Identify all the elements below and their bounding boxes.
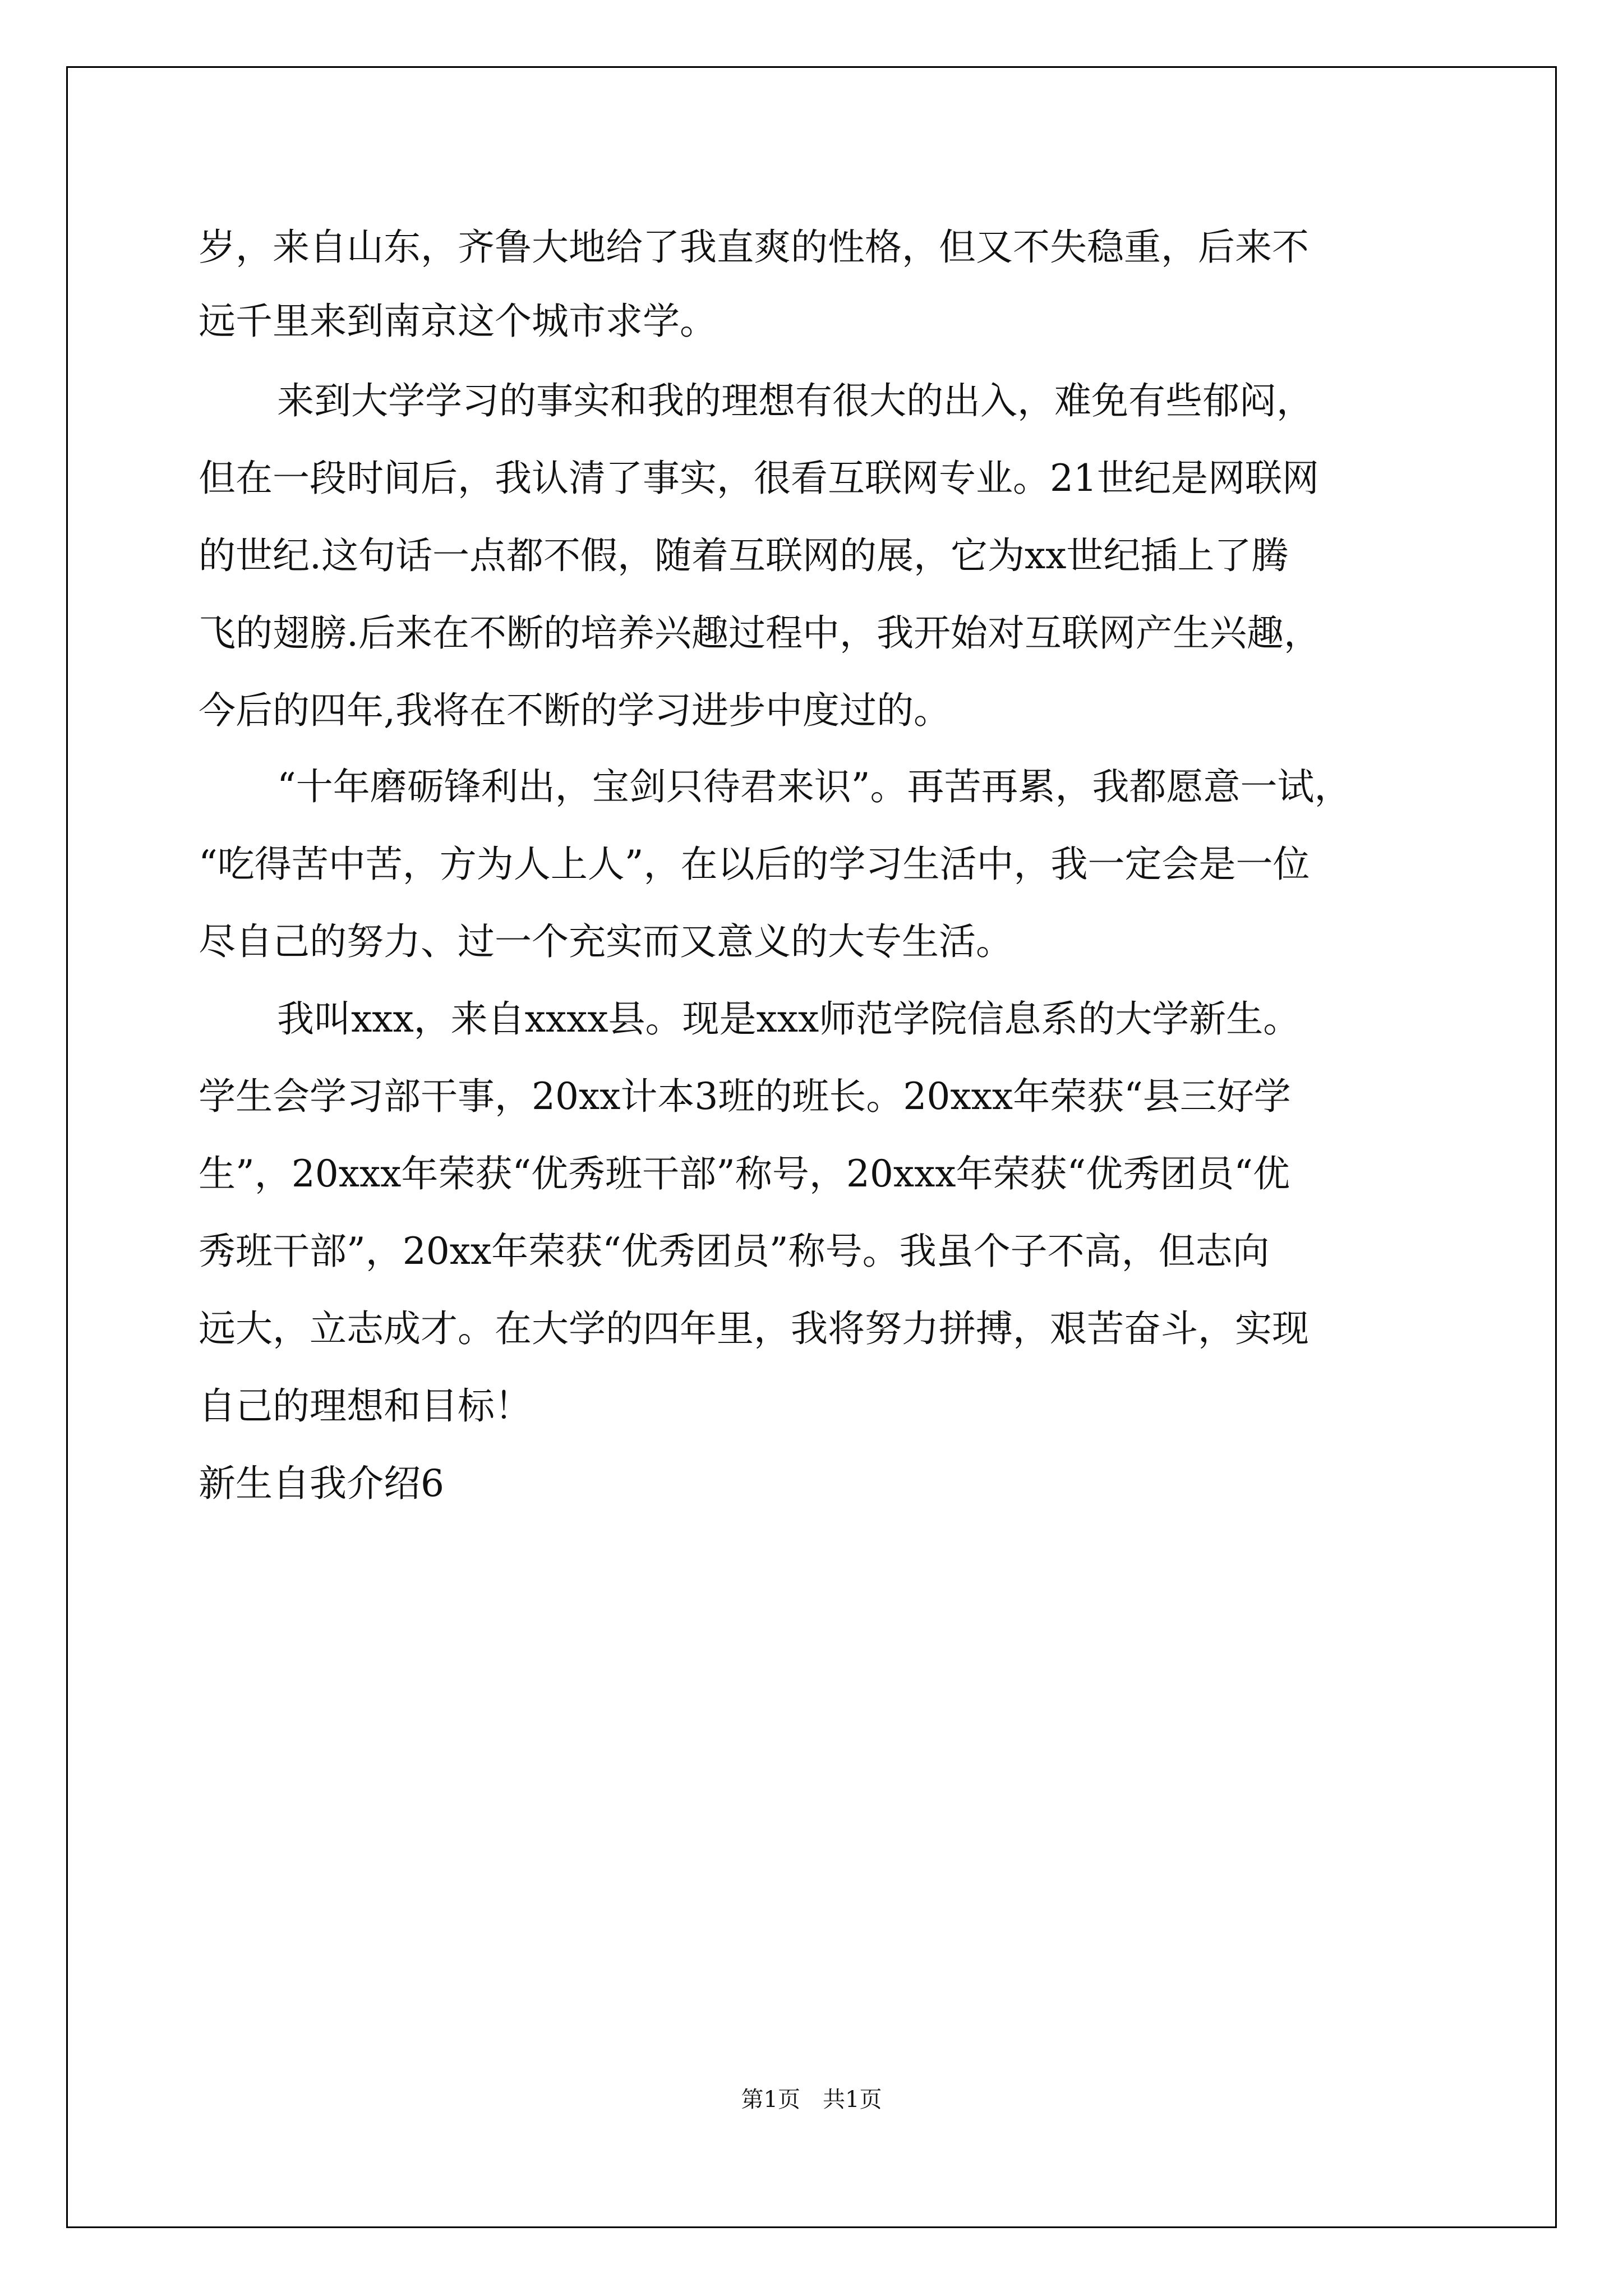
text-line: 飞的翅膀.后来在不断的培养兴趣过程中，我开始对互联网产生兴趣， xyxy=(199,611,1321,655)
text-line: 学生会学习部干事，20xx计本3班的班长。20xxx年荣获“县三好学 xyxy=(199,1075,1291,1118)
text-line: 我叫xxx，来自xxxx县。现是xxx师范学院信息系的大学新生。 xyxy=(277,997,1301,1041)
text-line: 远大，立志成才。在大学的四年里，我将努力拼搏，艰苦奋斗，实现 xyxy=(199,1307,1309,1350)
text-line: 但在一段时间后，我认清了事实，很看互联网专业。21世纪是网联网 xyxy=(199,457,1319,500)
text-line: 自己的理想和目标！ xyxy=(199,1384,532,1428)
text-line: 生”，20xxx年荣获“优秀班干部”称号，20xxx年荣获“优秀团员“优 xyxy=(199,1152,1290,1195)
text-line: 秀班干部”，20xx年荣获“优秀团员”称号。我虽个子不高，但志向 xyxy=(199,1230,1270,1273)
text-line: 来到大学学习的事实和我的理想有很大的出入，难免有些郁闷， xyxy=(277,379,1313,422)
text-line: 的世纪.这句话一点都不假，随着互联网的展，它为xx世纪插上了腾 xyxy=(199,534,1289,577)
section-heading: 新生自我介绍6 xyxy=(199,1462,444,1505)
page-footer: 第1页 共1页 xyxy=(741,2087,882,2113)
text-line: 今后的四年,我将在不断的学习进步中度过的。 xyxy=(199,689,951,732)
text-line: “吃得苦中苦，方为人上人”，在以后的学习生活中，我一定会是一位 xyxy=(199,843,1310,886)
text-line: 岁，来自山东，齐鲁大地给了我直爽的性格，但又不失稳重，后来不 xyxy=(199,226,1309,269)
text-line: 远千里来到南京这个城市求学。 xyxy=(199,300,717,343)
text-line: 尽自己的努力、过一个充实而又意义的大专生活。 xyxy=(199,920,1013,963)
text-line: “十年磨砺锋利出，宝剑只待君来识”。再苦再累，我都愿意一试， xyxy=(277,765,1352,808)
